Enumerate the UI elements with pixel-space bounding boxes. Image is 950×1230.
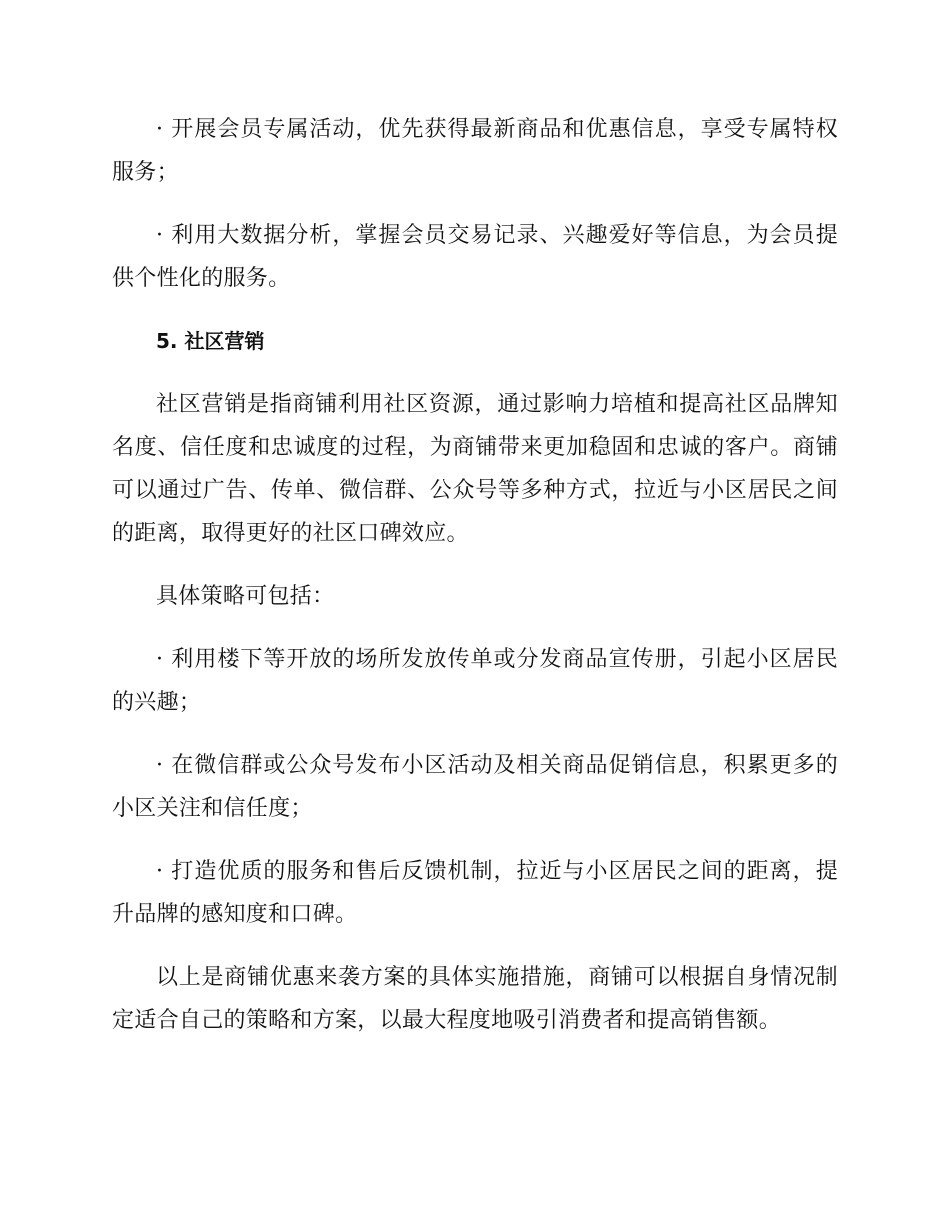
document-page	[112, 108, 838, 1062]
strategy-bullet: · 利用楼下等开放的场所发放传单或分发商品宣传册，引起小区居民的兴趣；	[112, 647, 838, 715]
strategy-bullet: · 在微信群或公众号发布小区活动及相关商品促销信息，积累更多的小区关注和信任度；	[112, 753, 838, 821]
section-heading: 5. 社区营销	[156, 329, 265, 353]
member-activity-bullet: · 开展会员专属活动，优先获得最新商品和优惠信息，享受专属特权服务；	[112, 117, 838, 185]
big-data-bullet: · 利用大数据分析，掌握会员交易记录、兴趣爱好等信息，为会员提供个性化的服务。	[112, 223, 838, 291]
conclusion-paragraph: 以上是商铺优惠来袭方案的具体实施措施，商铺可以根据自身情况制定适合自己的策略和方案，以最大程度地吸引消费者和提高销售额。	[112, 965, 838, 1033]
intro-paragraph: 社区营销是指商铺利用社区资源，通过影响力培植和提高社区品牌知名度、信任度和忠诚度的过程，为商铺带来更加稳固和忠诚的客户。商铺可以通过广告、传单、微信群、公众号等多种方式，拉近与小区居民之间的距离，取得更好的社区口碑效应。	[112, 392, 838, 546]
strategy-bullet: · 打造优质的服务和售后反馈机制，拉近与小区居民之间的距离，提升品牌的感知度和口碑。	[112, 859, 838, 927]
strategy-lead: 具体策略可包括：	[156, 584, 335, 609]
